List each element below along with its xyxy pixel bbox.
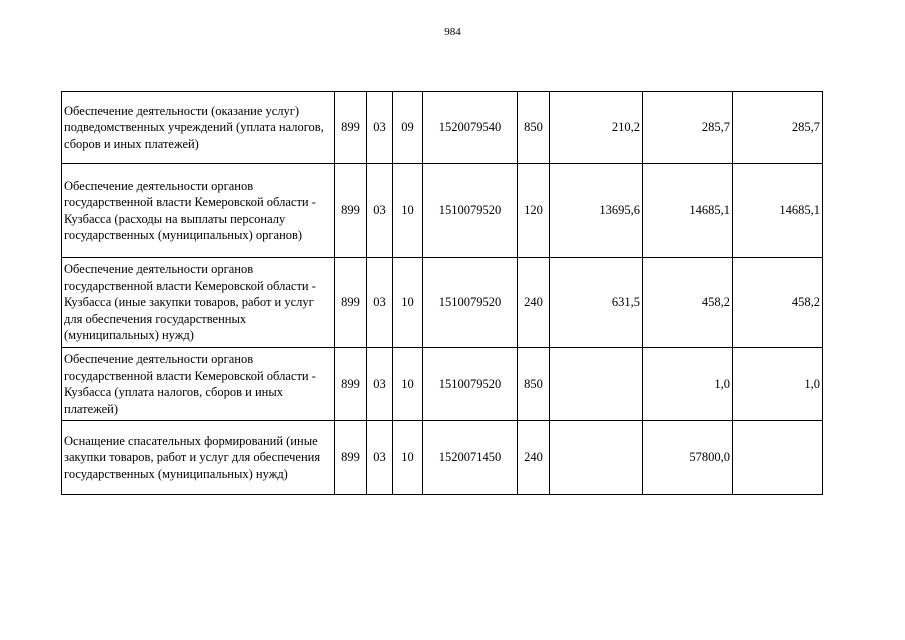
row-name-cell: Обеспечение деятельности (оказание услуг) подведомственных учреждений (уплата налогов, сборов и иных платежей) [62,92,335,164]
amount-1-cell [550,421,643,495]
expense-type-cell: 850 [518,348,550,421]
target-code-cell: 1510079520 [423,348,518,421]
expense-type-cell: 120 [518,164,550,258]
amount-2-cell: 14685,1 [643,164,733,258]
amount-2-cell: 458,2 [643,258,733,348]
table-row [62,421,823,495]
amount-1-cell: 210,2 [550,92,643,164]
subsection-code-cell: 10 [393,421,423,495]
row-name-cell: Обеспечение деятельности органов государственной власти Кемеровской области - Кузбасса (уплата налогов, сборов и иных платежей) [62,348,335,421]
amount-3-cell: 458,2 [733,258,823,348]
amount-2-cell: 1,0 [643,348,733,421]
table-row [62,92,823,164]
section-code-cell: 03 [367,348,393,421]
table-row [62,348,823,421]
amount-3-cell: 1,0 [733,348,823,421]
amount-1-cell: 631,5 [550,258,643,348]
target-code-cell: 1510079520 [423,164,518,258]
admin-code-cell: 899 [335,164,367,258]
section-code-cell: 03 [367,164,393,258]
table-row [62,164,823,258]
section-code-cell: 03 [367,258,393,348]
admin-code-cell: 899 [335,421,367,495]
budget-table [61,91,823,495]
target-code-cell: 1520071450 [423,421,518,495]
page-number: 984 [444,26,461,38]
subsection-code-cell: 10 [393,348,423,421]
admin-code-cell: 899 [335,348,367,421]
row-name-cell: Обеспечение деятельности органов государственной власти Кемеровской области - Кузбасса (расходы на выплаты персоналу государственных (муниципальных) органов) [62,164,335,258]
subsection-code-cell: 10 [393,164,423,258]
admin-code-cell: 899 [335,92,367,164]
expense-type-cell: 850 [518,92,550,164]
row-name-cell: Обеспечение деятельности органов государственной власти Кемеровской области - Кузбасса (иные закупки товаров, работ и услуг для обеспечения государственных (муниципальных) нужд) [62,258,335,348]
subsection-code-cell: 10 [393,258,423,348]
subsection-code-cell: 09 [393,92,423,164]
amount-3-cell [733,421,823,495]
amount-2-cell: 285,7 [643,92,733,164]
amount-3-cell: 285,7 [733,92,823,164]
row-name-cell: Оснащение спасательных формирований (иные закупки товаров, работ и услуг для обеспечения государственных (муниципальных) нужд) [62,421,335,495]
admin-code-cell: 899 [335,258,367,348]
target-code-cell: 1520079540 [423,92,518,164]
section-code-cell: 03 [367,92,393,164]
expense-type-cell: 240 [518,421,550,495]
amount-1-cell [550,348,643,421]
target-code-cell: 1510079520 [423,258,518,348]
table-row [62,258,823,348]
expense-type-cell: 240 [518,258,550,348]
amount-1-cell: 13695,6 [550,164,643,258]
amount-2-cell: 57800,0 [643,421,733,495]
amount-3-cell: 14685,1 [733,164,823,258]
section-code-cell: 03 [367,421,393,495]
